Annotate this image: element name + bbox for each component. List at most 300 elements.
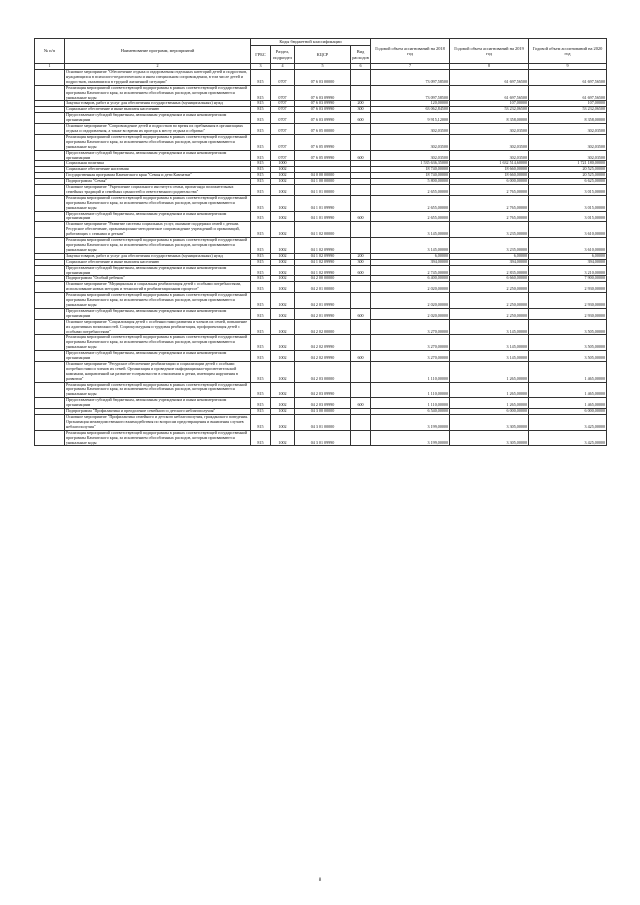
cell-grbs: 815 (251, 308, 271, 319)
table-row (35, 361, 607, 382)
cell-csr: 04 2 02 09990 (295, 351, 351, 362)
cell-v2019: 302,03500 (450, 150, 529, 161)
table-row (35, 335, 607, 351)
cell-csr: 04 1 02 09990 (295, 238, 351, 254)
cell-grbs: 815 (251, 335, 271, 351)
cell-vr: 300 (351, 259, 371, 265)
cell-v2020: 3 610,00000 (529, 222, 607, 238)
cell-v2019: 107,00000 (450, 101, 529, 107)
header-name: Наименование программ, мероприятий (65, 39, 251, 64)
header-grbs: ГРБС (251, 46, 271, 64)
cell-v2018: 394,00000 (371, 259, 450, 265)
cell-grbs: 815 (251, 276, 271, 282)
cell-v2018: 6,00000 (371, 253, 450, 259)
cell-v2018: 73 097,58500 (371, 85, 450, 101)
cell-v2020: 6,00000 (529, 253, 607, 259)
table-row (35, 265, 607, 276)
cell-grbs: 815 (251, 124, 271, 135)
cell-grbs: 815 (251, 351, 271, 362)
cell-v2018: 3 270,00000 (371, 351, 450, 362)
cell-name: Социальное обеспечение и иные выплаты населению (65, 259, 251, 265)
cell-grbs: 815 (251, 382, 271, 398)
cell-v2019: 394,00000 (450, 259, 529, 265)
cell-name: Реализация мероприятий соответствующей подпрограммы в рамках соответствующей государственной программы Камчатского края, за исключением обособленных расходов, которым присваиваются уникальные коды (65, 134, 251, 150)
cell-num (35, 265, 65, 276)
cell-rz: 1002 (271, 319, 295, 335)
cell-rz: 1002 (271, 195, 295, 211)
cell-v2018: 2 655,00000 (371, 211, 450, 222)
cell-rz: 1002 (271, 398, 295, 409)
table-row (35, 222, 607, 238)
cell-v2019: 1 265,00000 (450, 382, 529, 398)
cell-num (35, 134, 65, 150)
table-row (35, 113, 607, 124)
cell-v2019: 3 145,00000 (450, 335, 529, 351)
cell-vr: 600 (351, 398, 371, 409)
table-row (35, 185, 607, 196)
cell-grbs: 815 (251, 398, 271, 409)
cell-v2018: 9 915,12000 (371, 113, 450, 124)
cell-v2018: 302,03500 (371, 134, 450, 150)
cell-vr (351, 361, 371, 382)
table-row (35, 238, 607, 254)
cell-name: Предоставление субсидий бюджетным, автономным учреждениям и иным некоммерческим организациям (65, 308, 251, 319)
cell-csr: 04 2 01 09990 (295, 308, 351, 319)
cell-v2019: 1 632 514,60000 (450, 161, 529, 167)
cell-grbs: 815 (251, 361, 271, 382)
cell-v2019: 3 145,00000 (450, 319, 529, 335)
cell-v2019: 3 235,00000 (450, 222, 529, 238)
cell-grbs: 815 (251, 265, 271, 276)
cell-rz: 1002 (271, 382, 295, 398)
table-row (35, 415, 607, 431)
cell-rz: 1002 (271, 167, 295, 173)
cell-rz: 0707 (271, 150, 295, 161)
cell-name: Государственная программа Камчатского края "Семья и дети Камчатки" (65, 173, 251, 179)
cell-v2018: 1 110,00000 (371, 361, 450, 382)
table-row (35, 351, 607, 362)
cell-name: Реализация мероприятий соответствующей подпрограммы в рамках соответствующей государственной программы Камчатского края, за исключением обособленных расходов, которым присваиваются уникальные коды (65, 430, 251, 446)
table-row (35, 70, 607, 86)
table-row (35, 107, 607, 113)
cell-csr: 07 6 03 09990 (295, 101, 351, 107)
cell-v2018: 3 199,00000 (371, 415, 450, 431)
table-row (35, 398, 607, 409)
cell-num (35, 398, 65, 409)
index-cell: 3 (251, 64, 271, 70)
cell-v2019: 18 660,00000 (450, 173, 529, 179)
cell-v2018: 302,03500 (371, 124, 450, 135)
cell-v2020: 3 015,00000 (529, 195, 607, 211)
cell-v2019: 18 660,00000 (450, 167, 529, 173)
cell-name: Основное мероприятие "Социализация детей с особенностями развития и членов их семей, повышение их адаптивных возможностей. Социокультурная и трудовая реабилитация, профориентация детей с особыми потребностями" (65, 319, 251, 335)
table-row (35, 134, 607, 150)
cell-rz: 1002 (271, 409, 295, 415)
cell-vr (351, 335, 371, 351)
index-cell: 5 (295, 64, 351, 70)
cell-grbs: 815 (251, 134, 271, 150)
cell-v2019: 302,03500 (450, 124, 529, 135)
cell-v2020: 302,03500 (529, 124, 607, 135)
index-cell: 6 (351, 64, 371, 70)
cell-v2020: 2 930,00000 (529, 308, 607, 319)
cell-rz: 0707 (271, 101, 295, 107)
cell-grbs: 815 (251, 173, 271, 179)
cell-v2018: 3 270,00000 (371, 335, 450, 351)
header-2018: Годовой объем ассигнований на 2018 год (371, 39, 450, 64)
cell-grbs: 815 (251, 167, 271, 173)
cell-num (35, 238, 65, 254)
cell-csr: 07 6 03 09990 (295, 107, 351, 113)
cell-v2019: 6 000,00000 (450, 179, 529, 185)
cell-grbs: 815 (251, 282, 271, 293)
cell-v2019: 2 250,00000 (450, 308, 529, 319)
table-row (35, 276, 607, 282)
index-cell: 1 (35, 64, 65, 70)
index-cell: 4 (271, 64, 295, 70)
cell-csr: 04 1 01 09990 (295, 211, 351, 222)
cell-rz: 1002 (271, 276, 295, 282)
cell-num (35, 124, 65, 135)
table-row (35, 85, 607, 101)
cell-vr: 600 (351, 211, 371, 222)
table-row (35, 124, 607, 135)
header-2020: Годовой объем ассигнований на 2020 год (529, 39, 607, 64)
cell-rz: 1002 (271, 211, 295, 222)
cell-v2020: 20 525,00000 (529, 173, 607, 179)
cell-csr: 04 2 03 00000 (295, 361, 351, 382)
cell-v2020: 302,03500 (529, 150, 607, 161)
table-row (35, 253, 607, 259)
cell-name: Основное мероприятие "Сопровождение детей и подростков во время их пребывания в организациях отдыха и оздоровления, а также во время их проезда к месту отдыха и обратно" (65, 124, 251, 135)
cell-name: Подпрограмма "Особый ребенок" (65, 276, 251, 282)
cell-v2020: 3 505,00000 (529, 351, 607, 362)
cell-name: Социальное обеспечение населения (65, 167, 251, 173)
cell-v2019: 1 265,00000 (450, 361, 529, 382)
budget-table (34, 38, 607, 446)
cell-num (35, 222, 65, 238)
cell-csr: 07 6 03 09990 (295, 113, 351, 124)
header-codes-group: Коды бюджетной классификации (251, 39, 371, 46)
cell-csr: 04 1 01 00000 (295, 185, 351, 196)
cell-v2018: 2 655,00000 (371, 195, 450, 211)
cell-v2020: 6 000,00000 (529, 409, 607, 415)
cell-csr: 07 6 03 00000 (295, 70, 351, 86)
cell-csr: 04 2 02 09990 (295, 335, 351, 351)
cell-rz: 1002 (271, 351, 295, 362)
cell-vr: 600 (351, 265, 371, 276)
cell-vr (351, 293, 371, 309)
cell-v2020: 61 697,56500 (529, 70, 607, 86)
cell-name: Социальная политика (65, 161, 251, 167)
cell-v2019: 3 235,00000 (450, 238, 529, 254)
cell-v2020: 1 465,00000 (529, 382, 607, 398)
cell-v2020: 61 697,56500 (529, 85, 607, 101)
table-row (35, 101, 607, 107)
cell-grbs: 815 (251, 161, 271, 167)
table-row (35, 382, 607, 398)
cell-v2019: 61 697,56500 (450, 70, 529, 86)
cell-name: Основное мероприятие "Ресурсное обеспечение реабилитации и социализации детей с особыми потребностями и членов их семей. Организация и проведение информационно-просветительской кампании, направленной на развитие толерантности в отношении к детям, имеющим нарушения в развитии" (65, 361, 251, 382)
cell-v2020: 53 232,06500 (529, 107, 607, 113)
cell-v2018: 2 020,00000 (371, 308, 450, 319)
cell-v2020: 7 900,00000 (529, 276, 607, 282)
cell-name: Реализация мероприятий соответствующей подпрограммы в рамках соответствующей государственной программы Камчатского края, за исключением обособленных расходов, которым присваиваются уникальные коды (65, 382, 251, 398)
cell-name: Подпрограмма "Семья" (65, 179, 251, 185)
cell-name: Реализация мероприятий соответствующей подпрограммы в рамках соответствующей государственной программы Камчатского края, за исключением обособленных расходов, которым присваиваются уникальные коды (65, 238, 251, 254)
cell-rz: 0707 (271, 113, 295, 124)
table-row (35, 409, 607, 415)
cell-v2018: 18 740,00000 (371, 167, 450, 173)
cell-vr (351, 185, 371, 196)
header-csr: КЦСР (295, 46, 351, 64)
cell-rz: 1002 (271, 430, 295, 446)
cell-vr (351, 134, 371, 150)
cell-v2020: 2 930,00000 (529, 282, 607, 293)
cell-name: Реализация мероприятий соответствующей подпрограммы в рамках соответствующей государственной программы Камчатского края, за исключением обособленных расходов, которым присваиваются уникальные коды (65, 293, 251, 309)
index-cell: 8 (450, 64, 529, 70)
cell-grbs: 815 (251, 185, 271, 196)
cell-csr: 04 1 02 00000 (295, 222, 351, 238)
cell-grbs: 815 (251, 150, 271, 161)
cell-v2018: 3 145,00000 (371, 222, 450, 238)
cell-csr: 07 6 05 09990 (295, 150, 351, 161)
cell-num (35, 113, 65, 124)
cell-v2020: 1 465,00000 (529, 361, 607, 382)
cell-v2019: 2 250,00000 (450, 282, 529, 293)
cell-name: Основное мероприятие "Профилактика семейного и детского неблагополучия, гражданского поведения. Организация межведомственного взаимодействия по вопросам предотвращения и выявления случаев неблагополучия" (65, 415, 251, 431)
cell-grbs: 815 (251, 319, 271, 335)
cell-v2020: 1 465,00000 (529, 398, 607, 409)
cell-name: Основное мероприятие "Укрепление социального института семьи, пропаганда положительных семейных традиций и семейных ценностей и ответственного родительства" (65, 185, 251, 196)
cell-num (35, 195, 65, 211)
cell-num (35, 70, 65, 86)
cell-grbs: 815 (251, 211, 271, 222)
cell-v2019: 2 765,00000 (450, 211, 529, 222)
cell-v2019: 3 305,00000 (450, 430, 529, 446)
cell-csr: 04 2 00 00000 (295, 276, 351, 282)
cell-num (35, 85, 65, 101)
cell-rz: 1002 (271, 335, 295, 351)
cell-vr (351, 430, 371, 446)
cell-v2018: 3 270,00000 (371, 319, 450, 335)
cell-csr: 04 1 00 00000 (295, 179, 351, 185)
cell-csr: 07 6 05 00000 (295, 124, 351, 135)
cell-grbs: 815 (251, 101, 271, 107)
cell-rz: 1002 (271, 222, 295, 238)
cell-v2019: 6,00000 (450, 253, 529, 259)
cell-num (35, 282, 65, 293)
cell-v2018: 2 020,00000 (371, 282, 450, 293)
cell-v2020: 3 425,00000 (529, 415, 607, 431)
cell-vr (351, 85, 371, 101)
cell-vr (351, 222, 371, 238)
header-razdel: Раздел, подраздел (271, 46, 295, 64)
cell-grbs: 815 (251, 259, 271, 265)
cell-v2019: 53 232,06500 (450, 107, 529, 113)
cell-rz: 1002 (271, 415, 295, 431)
cell-csr: 07 6 03 09990 (295, 85, 351, 101)
cell-name: Реализация мероприятий соответствующей подпрограммы в рамках соответствующей государственной программы Камчатского края, за исключением обособленных расходов, которым присваиваются уникальные коды (65, 195, 251, 211)
cell-rz: 1002 (271, 282, 295, 293)
header-vr: Вид расходов (351, 46, 371, 64)
cell-num (35, 415, 65, 431)
cell-name: Подпрограмма "Профилактика и преодоление семейного и детского неблагополучия" (65, 409, 251, 415)
cell-name: Социальное обеспечение и иные выплаты населению (65, 107, 251, 113)
cell-csr: 04 1 02 09990 (295, 253, 351, 259)
cell-num (35, 319, 65, 335)
cell-csr: 04 2 01 00000 (295, 282, 351, 293)
header-num: № п/п (35, 39, 65, 64)
cell-name: Предоставление субсидий бюджетным, автономным учреждениям и иным некоммерческим организациям (65, 398, 251, 409)
cell-vr (351, 124, 371, 135)
cell-rz: 0707 (271, 85, 295, 101)
cell-rz: 1002 (271, 308, 295, 319)
cell-rz: 1002 (271, 238, 295, 254)
cell-grbs: 815 (251, 85, 271, 101)
cell-v2018: 302,03500 (371, 150, 450, 161)
cell-name: Предоставление субсидий бюджетным, автономным учреждениям и иным некоммерческим организациям (65, 351, 251, 362)
cell-vr: 300 (351, 107, 371, 113)
cell-v2018: 2 745,00000 (371, 265, 450, 276)
cell-vr: 600 (351, 150, 371, 161)
cell-grbs: 815 (251, 70, 271, 86)
cell-vr (351, 238, 371, 254)
document-page (34, 38, 606, 446)
cell-name: Закупка товаров, работ и услуг для обеспечения государственных (муниципальных) нужд (65, 101, 251, 107)
cell-grbs: 815 (251, 409, 271, 415)
cell-v2020: 8 358,00000 (529, 113, 607, 124)
cell-vr: 200 (351, 253, 371, 259)
cell-v2020: 2 930,00000 (529, 293, 607, 309)
cell-name: Реализация мероприятий соответствующей подпрограммы в рамках соответствующей государственной программы Камчатского края, за исключением обособленных расходов, которым присваиваются уникальные коды (65, 335, 251, 351)
cell-v2018: 6 540,00000 (371, 409, 450, 415)
table-row (35, 150, 607, 161)
cell-vr (351, 319, 371, 335)
table-row (35, 430, 607, 446)
cell-name: Реализация мероприятий соответствующей подпрограммы в рамках соответствующей государственной программы Камчатского края, за исключением обособленных расходов, которым присваиваются уникальные коды (65, 85, 251, 101)
cell-grbs: 815 (251, 238, 271, 254)
cell-rz: 1002 (271, 185, 295, 196)
table-body (35, 70, 607, 446)
cell-num (35, 335, 65, 351)
cell-num (35, 150, 65, 161)
cell-rz: 1002 (271, 179, 295, 185)
cell-num (35, 351, 65, 362)
cell-v2020: 3 015,00000 (529, 185, 607, 196)
cell-v2019: 3 145,00000 (450, 351, 529, 362)
cell-v2019: 6 660,00000 (450, 276, 529, 282)
table-row (35, 319, 607, 335)
cell-vr (351, 282, 371, 293)
cell-grbs: 815 (251, 253, 271, 259)
cell-csr: 04 1 02 09990 (295, 265, 351, 276)
cell-name: Предоставление субсидий бюджетным, автономным учреждениям и иным некоммерческим организациям (65, 265, 251, 276)
cell-v2019: 2 765,00000 (450, 185, 529, 196)
cell-v2020: 107,00000 (529, 101, 607, 107)
cell-rz: 0707 (271, 70, 295, 86)
page-number: 8 (318, 878, 322, 883)
cell-rz: 0707 (271, 107, 295, 113)
cell-v2019: 8 358,00000 (450, 113, 529, 124)
cell-v2019: 2 765,00000 (450, 195, 529, 211)
cell-v2020: 3 210,00000 (529, 265, 607, 276)
cell-vr (351, 415, 371, 431)
cell-csr: 07 6 05 09990 (295, 134, 351, 150)
cell-name: Основное мероприятие "Обеспечение отдыха и оздоровления отдельных категорий детей и подростков, нуждающихся в психолого-педагогическом и ином специальном сопровождении, в том числе детей и подростков, оказавшихся в трудной жизненной ситуации" (65, 70, 251, 86)
cell-v2018: 6 400,00000 (371, 276, 450, 282)
cell-csr: 04 1 01 09990 (295, 195, 351, 211)
cell-v2018: 1 110,00000 (371, 398, 450, 409)
cell-csr: 04 1 02 09990 (295, 259, 351, 265)
cell-rz: 1002 (271, 173, 295, 179)
table-row (35, 259, 607, 265)
cell-v2019: 302,03500 (450, 134, 529, 150)
cell-v2018: 1 110,00000 (371, 382, 450, 398)
cell-v2018: 5 800,00000 (371, 179, 450, 185)
cell-csr: 04 2 02 00000 (295, 319, 351, 335)
cell-v2020: 3 425,00000 (529, 430, 607, 446)
index-cell: 2 (65, 64, 251, 70)
cell-v2019: 3 305,00000 (450, 415, 529, 431)
cell-grbs: 815 (251, 293, 271, 309)
table-row (35, 211, 607, 222)
cell-csr: 04 3 01 09990 (295, 430, 351, 446)
cell-grbs: 815 (251, 195, 271, 211)
cell-vr: 600 (351, 113, 371, 124)
cell-v2018: 2 655,00000 (371, 185, 450, 196)
cell-v2019: 2 250,00000 (450, 293, 529, 309)
cell-csr: 04 2 01 09990 (295, 293, 351, 309)
cell-name: Основное мероприятие "Развитие системы социальных услуг, оказание поддержки семей с детьми. Ресурсное обеспечение, организационно-методическое сопровождение учреждений и организаций, работающих с семьями и детьми" (65, 222, 251, 238)
cell-num (35, 430, 65, 446)
header-2019: Годовой объем ассигнований на 2019 год (450, 39, 529, 64)
cell-name: Предоставление субсидий бюджетным, автономным учреждениям и иным некоммерческим организациям (65, 113, 251, 124)
cell-csr: 04 0 00 00000 (295, 173, 351, 179)
cell-grbs: 815 (251, 430, 271, 446)
cell-v2020: 3 505,00000 (529, 335, 607, 351)
cell-vr (351, 382, 371, 398)
cell-num (35, 382, 65, 398)
cell-grbs: 815 (251, 222, 271, 238)
cell-v2018: 3 145,00000 (371, 238, 450, 254)
cell-grbs: 815 (251, 113, 271, 124)
cell-name: Предоставление субсидий бюджетным, автономным учреждениям и иным некоммерческим организациям (65, 211, 251, 222)
cell-grbs: 815 (251, 179, 271, 185)
cell-vr: 200 (351, 101, 371, 107)
cell-v2020: 3 015,00000 (529, 211, 607, 222)
cell-v2018: 120,00000 (371, 101, 450, 107)
cell-csr: 04 2 03 09990 (295, 398, 351, 409)
cell-rz: 1002 (271, 259, 295, 265)
cell-num (35, 361, 65, 382)
table-row (35, 282, 607, 293)
table-row (35, 195, 607, 211)
cell-num (35, 308, 65, 319)
cell-csr: 04 2 03 09990 (295, 382, 351, 398)
cell-v2018: 1 535 636,35000 (371, 161, 450, 167)
cell-vr (351, 70, 371, 86)
cell-grbs: 815 (251, 415, 271, 431)
cell-v2020: 1 721 180,00000 (529, 161, 607, 167)
cell-v2019: 1 265,00000 (450, 398, 529, 409)
index-cell: 7 (371, 64, 450, 70)
cell-v2018: 2 020,00000 (371, 293, 450, 309)
table-row (35, 173, 607, 179)
cell-rz: 1002 (271, 253, 295, 259)
cell-rz: 1002 (271, 293, 295, 309)
cell-v2020: 3 505,00000 (529, 319, 607, 335)
